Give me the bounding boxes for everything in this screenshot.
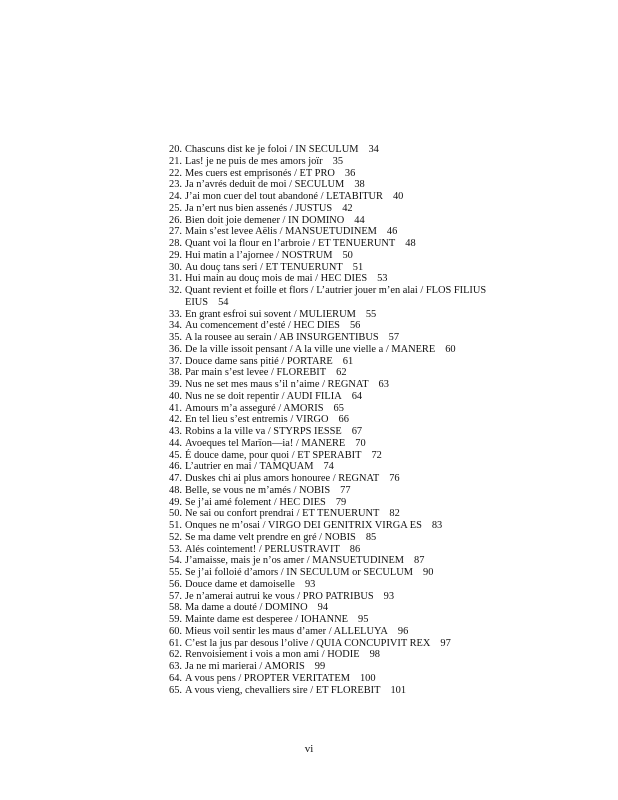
entry-page-number: 60 bbox=[445, 343, 456, 355]
entry-title: C’est la jus par desous l’olive / QUIA CONCUPIVIT REX bbox=[185, 637, 431, 649]
entry-title: Renvoisiement i vois a mon ami / HODIE bbox=[185, 649, 360, 661]
toc-entry bbox=[169, 144, 499, 156]
entry-page-number: 72 bbox=[371, 449, 382, 461]
entry-page-number: 79 bbox=[335, 496, 347, 508]
toc-entry bbox=[169, 520, 499, 532]
entry-number: 42. bbox=[169, 414, 182, 426]
entry-page-number: 97 bbox=[440, 637, 451, 649]
entry-page-number: 55 bbox=[365, 308, 377, 320]
entry-title: Douce dame sans pitié / PORTARE bbox=[185, 355, 333, 367]
entry-title: Au comencement d’esté / HEC DIES bbox=[185, 320, 340, 332]
toc-entry bbox=[169, 191, 499, 203]
entry-title: Ja n’ert nus bien assenés / JUSTUS bbox=[185, 202, 333, 214]
entry-title: J’amaisse, mais je n’os amer / MANSUETUDINEM bbox=[185, 555, 405, 567]
entry-title: Mieus voil sentir les maus d’amer / ALLELUYA bbox=[185, 625, 388, 637]
entry-page-number: 42 bbox=[342, 202, 353, 214]
toc-entry bbox=[169, 661, 499, 673]
entry-number: 46. bbox=[169, 461, 182, 473]
toc-entry bbox=[169, 602, 499, 614]
entry-page-number: 50 bbox=[342, 249, 353, 261]
toc-entry bbox=[169, 450, 499, 462]
entry-number: 57. bbox=[169, 590, 182, 602]
entry-title: Onques ne m’osai / VIRGO DEI GENITRIX VIRGA ES bbox=[185, 520, 422, 531]
entry-page-number: 98 bbox=[369, 649, 380, 661]
toc-entry bbox=[169, 250, 499, 262]
entry-title: Par main s’est levee / FLOREBIT bbox=[185, 367, 327, 379]
entry-page-number: 63 bbox=[378, 379, 389, 390]
entry-title: En tel lieu s’est entremis / VIRGO bbox=[185, 414, 329, 426]
entry-page-number: 65 bbox=[333, 402, 344, 414]
entry-number: 25. bbox=[169, 202, 182, 214]
entry-number: 24. bbox=[169, 191, 182, 202]
toc-entry bbox=[169, 344, 499, 356]
entry-number: 51. bbox=[169, 520, 182, 531]
entry-page-number: 77 bbox=[340, 484, 351, 496]
entry-number: 54. bbox=[169, 555, 182, 567]
toc-entry bbox=[169, 215, 499, 227]
entry-title: Mes cuers est emprisonés / ET PRO bbox=[185, 167, 335, 179]
toc-entry bbox=[169, 226, 499, 238]
toc-entry bbox=[169, 508, 499, 520]
entry-page-number: 93 bbox=[383, 590, 395, 602]
entry-title: Se j’ai amé folement / HEC DIES bbox=[185, 496, 326, 508]
entry-title: A la rousee au serain / AB INSURGENTIBUS bbox=[185, 332, 379, 343]
entry-number: 41. bbox=[169, 402, 182, 414]
entry-title: Chascuns dist ke je foloi / IN SECULUM bbox=[185, 144, 359, 155]
entry-number: 58. bbox=[169, 602, 182, 614]
toc-entry bbox=[169, 567, 499, 579]
entry-page-number: 67 bbox=[351, 426, 363, 437]
entry-number: 37. bbox=[169, 355, 182, 367]
entry-number: 21. bbox=[169, 155, 182, 167]
entry-number: 35. bbox=[169, 332, 182, 343]
entry-number: 44. bbox=[169, 437, 182, 449]
entry-page-number: 74 bbox=[323, 461, 334, 473]
entry-title: Nus ne se doit repentir / AUDI FILIA bbox=[185, 390, 342, 402]
entry-number: 36. bbox=[169, 343, 182, 355]
toc-entry bbox=[169, 203, 499, 215]
toc-entry bbox=[169, 555, 499, 567]
entry-number: 60. bbox=[169, 625, 182, 637]
entry-number: 33. bbox=[169, 308, 182, 320]
toc-entry bbox=[169, 262, 499, 274]
entry-page-number: 53 bbox=[377, 273, 388, 285]
entry-number: 49. bbox=[169, 496, 182, 508]
entry-title: Se ma dame velt prendre en gré / NOBIS bbox=[185, 531, 356, 543]
toc-entry bbox=[169, 414, 499, 426]
entry-title: En grant esfroi sui sovent / MULIERUM bbox=[185, 308, 356, 320]
entry-title: Se j’ai folloié d’amors / IN SECULUM or SECULUM bbox=[185, 567, 413, 578]
entry-number: 23. bbox=[169, 179, 182, 191]
entry-number: 39. bbox=[169, 379, 182, 390]
entry-page-number: 35 bbox=[332, 155, 344, 167]
toc-entry bbox=[169, 485, 499, 497]
entry-page-number: 64 bbox=[351, 390, 363, 402]
entry-number: 56. bbox=[169, 578, 182, 590]
toc-entry bbox=[169, 473, 499, 485]
entry-page-number: 87 bbox=[414, 555, 425, 567]
entry-number: 34. bbox=[169, 320, 182, 332]
entry-title: J’ai mon cuer del tout abandoné / LETABITUR bbox=[185, 191, 383, 202]
toc-entry bbox=[169, 638, 499, 650]
entry-number: 31. bbox=[169, 273, 182, 285]
entry-page-number: 82 bbox=[389, 508, 400, 520]
entry-number: 43. bbox=[169, 426, 182, 437]
entry-page-number: 46 bbox=[386, 226, 398, 238]
entry-page-number: 99 bbox=[314, 661, 326, 672]
entry-title: Hui matin a l’ajornee / NOSTRUM bbox=[185, 249, 333, 261]
entry-title: Robins a la ville va / STYRPS IESSE bbox=[185, 426, 342, 437]
entry-title: Belle, se vous ne m’amés / NOBIS bbox=[185, 484, 331, 496]
entry-number: 59. bbox=[169, 614, 182, 625]
entry-title: Douce dame et damoiselle bbox=[185, 578, 295, 590]
entry-title: Ne sai ou confort prendrai / ET TENUERUNT bbox=[185, 508, 380, 520]
entry-title: Avoeques tel Marïon—ia! / MANERE bbox=[185, 437, 346, 449]
toc-entry bbox=[169, 309, 499, 321]
entry-page-number: 56 bbox=[349, 320, 361, 332]
entry-number: 65. bbox=[169, 684, 182, 696]
toc-entry bbox=[169, 179, 499, 191]
entry-page-number: 44 bbox=[354, 214, 365, 226]
entry-number: 30. bbox=[169, 261, 182, 273]
entry-number: 32. bbox=[169, 285, 182, 296]
toc-entry bbox=[169, 168, 499, 180]
entry-title: Quant revient et foille et flors / L’autrier jouer m’en alai / FLOS FILIUS EIUS bbox=[185, 285, 487, 308]
entry-page-number: 40 bbox=[392, 191, 404, 202]
entry-page-number: 95 bbox=[358, 614, 369, 625]
entry-title: Nus ne set mes maus s’il n’aime / REGNAT bbox=[185, 379, 369, 390]
toc-entry bbox=[169, 356, 499, 368]
toc-entry bbox=[169, 497, 499, 509]
entry-title: Alés cointement! / PERLUSTRAVIT bbox=[185, 543, 340, 555]
entry-page-number: 85 bbox=[365, 531, 377, 543]
entry-title: Mainte dame est desperee / IOHANNE bbox=[185, 614, 349, 625]
entry-title: É douce dame, pour quoi / ET SPERABIT bbox=[185, 449, 362, 461]
toc-entry bbox=[169, 332, 499, 344]
entry-page-number: 34 bbox=[368, 144, 379, 155]
entry-number: 22. bbox=[169, 167, 182, 179]
toc-entry bbox=[169, 391, 499, 403]
entry-number: 45. bbox=[169, 449, 182, 461]
entry-title: Hui main au douç mois de mai / HEC DIES bbox=[185, 273, 368, 285]
toc-entry bbox=[169, 591, 499, 603]
entry-number: 48. bbox=[169, 484, 182, 496]
entry-title: Quant voi la flour en l’arbroie / ET TENUERUNT bbox=[185, 238, 396, 249]
entry-number: 53. bbox=[169, 543, 182, 555]
toc-entry bbox=[169, 685, 499, 697]
entry-title: Ja n’avrés deduit de moi / SECULUM bbox=[185, 179, 345, 191]
toc-entry bbox=[169, 673, 499, 685]
entry-page-number: 61 bbox=[342, 355, 354, 367]
entry-page-number: 57 bbox=[388, 332, 400, 343]
entry-number: 62. bbox=[169, 649, 182, 661]
entry-page-number: 70 bbox=[355, 437, 366, 449]
entry-title: Main s’est levee Aëlis / MANSUETUDINEM bbox=[185, 226, 377, 238]
page-number: vi bbox=[304, 743, 314, 755]
entry-number: 29. bbox=[169, 249, 182, 261]
entry-page-number: 76 bbox=[389, 473, 400, 484]
entry-page-number: 66 bbox=[338, 414, 349, 426]
toc-entry bbox=[169, 156, 499, 168]
entry-page-number: 94 bbox=[317, 602, 329, 614]
entry-page-number: 86 bbox=[349, 543, 361, 555]
entry-title: A vous pens / PROPTER VERITATEM bbox=[185, 672, 350, 684]
entry-page-number: 36 bbox=[344, 167, 356, 179]
toc-entry bbox=[169, 649, 499, 661]
entry-page-number: 90 bbox=[423, 567, 434, 578]
toc-entry bbox=[169, 379, 499, 391]
table-of-contents bbox=[169, 144, 499, 696]
entry-page-number: 48 bbox=[405, 238, 416, 249]
entry-title: Au douç tans seri / ET TENUERUNT bbox=[185, 261, 343, 273]
toc-entry bbox=[169, 614, 499, 626]
entry-number: 63. bbox=[169, 661, 182, 672]
entry-number: 28. bbox=[169, 238, 182, 249]
entry-title: Amours m’a asseguré / AMORIS bbox=[185, 402, 324, 414]
entry-number: 55. bbox=[169, 567, 182, 578]
entry-page-number: 101 bbox=[390, 684, 407, 696]
entry-page-number: 54 bbox=[218, 296, 229, 308]
toc-entry bbox=[169, 367, 499, 379]
toc-entry bbox=[169, 403, 499, 415]
entry-title: Ja ne mi marierai / AMORIS bbox=[185, 661, 305, 672]
entry-number: 26. bbox=[169, 214, 182, 226]
toc-entry bbox=[169, 544, 499, 556]
entry-page-number: 51 bbox=[352, 261, 364, 273]
entry-number: 64. bbox=[169, 672, 182, 684]
entry-page-number: 83 bbox=[431, 520, 443, 531]
entry-title: Ma dame a douté / DOMINO bbox=[185, 602, 308, 614]
entry-page-number: 38 bbox=[354, 179, 365, 191]
entry-page-number: 93 bbox=[304, 578, 316, 590]
entry-page-number: 96 bbox=[397, 625, 409, 637]
toc-entry bbox=[169, 579, 499, 591]
toc-entry bbox=[169, 626, 499, 638]
toc-entry bbox=[169, 285, 499, 309]
toc-entry bbox=[169, 461, 499, 473]
entry-number: 61. bbox=[169, 637, 182, 649]
entry-title: A vous vieng, chevalliers sire / ET FLOREBIT bbox=[185, 684, 381, 696]
toc-entry bbox=[169, 426, 499, 438]
entry-number: 40. bbox=[169, 390, 182, 402]
entry-title: Duskes chi ai plus amors honouree / REGNAT bbox=[185, 473, 380, 484]
entry-number: 27. bbox=[169, 226, 182, 238]
entry-number: 20. bbox=[169, 144, 182, 155]
toc-entry bbox=[169, 238, 499, 250]
entry-page-number: 62 bbox=[336, 367, 347, 379]
entry-number: 50. bbox=[169, 508, 182, 520]
toc-entry bbox=[169, 438, 499, 450]
entry-number: 47. bbox=[169, 473, 182, 484]
entry-number: 38. bbox=[169, 367, 182, 379]
entry-title: Bien doit joie demener / IN DOMINO bbox=[185, 214, 345, 226]
entry-page-number: 100 bbox=[359, 672, 376, 684]
entry-title: De la ville issoit pensant / A la ville une vielle a / MANERE bbox=[185, 343, 436, 355]
entry-title: L’autrier en mai / TAMQUAM bbox=[185, 461, 314, 473]
toc-entry bbox=[169, 273, 499, 285]
entry-title: Je n’amerai autrui ke vous / PRO PATRIBUS bbox=[185, 590, 374, 602]
entry-number: 52. bbox=[169, 531, 182, 543]
toc-entry bbox=[169, 320, 499, 332]
entry-title: Las! je ne puis de mes amors joïr bbox=[185, 155, 323, 167]
toc-entry bbox=[169, 532, 499, 544]
